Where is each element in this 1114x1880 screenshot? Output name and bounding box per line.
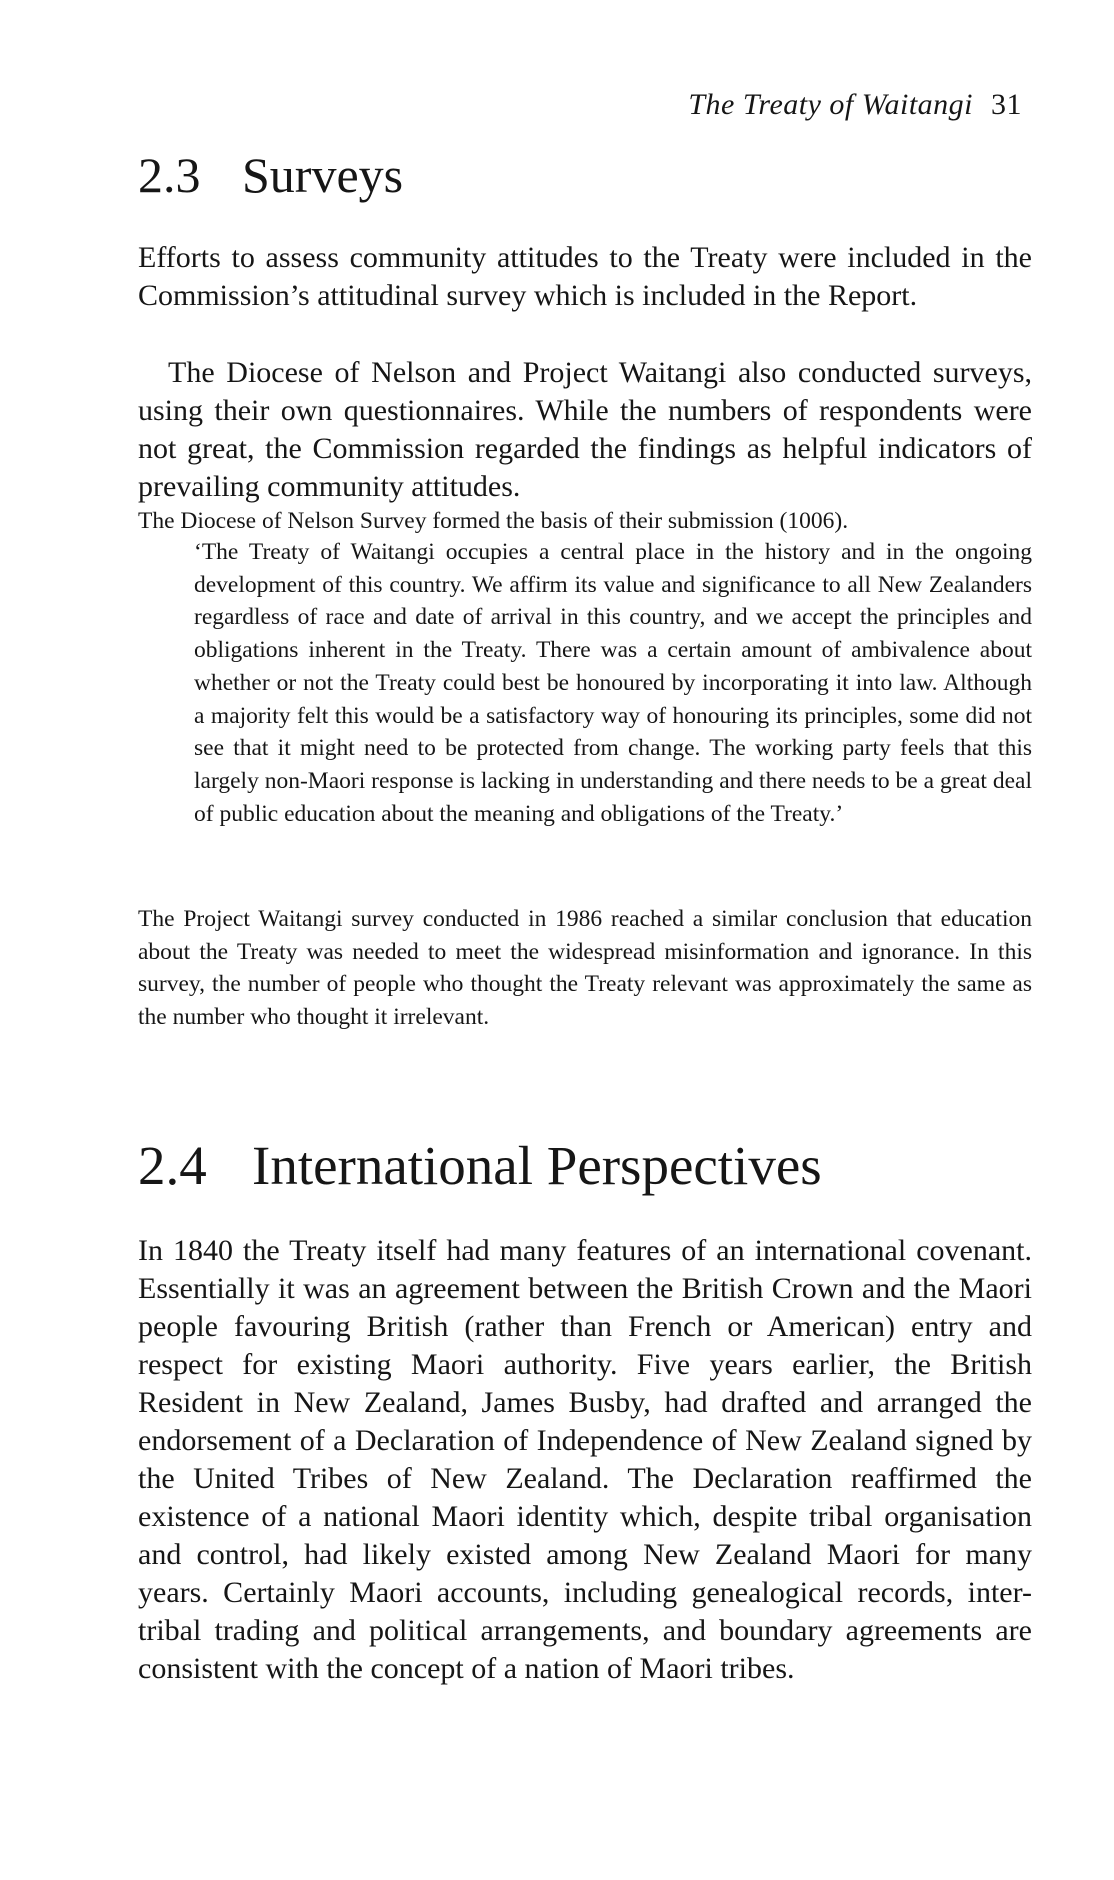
section-title: Surveys bbox=[242, 147, 404, 203]
paragraph-international: In 1840 the Treaty itself had many features of an international covenant. Essentially it was an agreement between the British Crown and the Maori people favouring British (rather than French or American) entry and respect for existing Maori authority. Five years earlier, the British Resident in New Zealand, James Busby, had drafted and arranged the endorsement of a Declaration of Independence of New Zealand signed by the United Tribes of New Zealand. The Declaration reaffirmed the existence of a national Maori identity which, despite tribal organisation and control, had likely existed among New Zealand Maori for many years. Certainly Maori accounts, including genealogical records, inter-tribal trading and political arrangements, and boundary agreements are consistent with the concept of a nation of Maori tribes. bbox=[138, 1234, 1032, 1685]
running-head-title: The Treaty of Waitangi bbox=[688, 88, 973, 121]
section-number: 2.4 bbox=[138, 1135, 207, 1196]
paragraph-diocese-submission: The Diocese of Nelson Survey formed the basis of their submission (1006). bbox=[138, 508, 849, 534]
section-number: 2.3 bbox=[138, 147, 201, 203]
paragraph-diocese-project: The Diocese of Nelson and Project Waitangi also conducted surveys, using their own questionnaires. While the numbers of respondents were not great, the Commission regarded the findings as helpful indicators of prevailing community attitudes. bbox=[138, 356, 1032, 503]
running-head bbox=[688, 88, 1022, 122]
section-heading-international bbox=[138, 1134, 822, 1197]
paragraph-survey-intro: Efforts to assess community attitudes to the Treaty were included in the Commission’s attitudinal survey which is included in the Report. bbox=[138, 241, 1032, 312]
section-title: International Perspectives bbox=[252, 1135, 822, 1196]
paragraph-project-waitangi: The Project Waitangi survey conducted in 1986 reached a similar conclusion that education about the Treaty was needed to meet the widespread misinformation and ignorance. In this survey, the number of people who thought the Treaty relevant was approximately the same as the number who thought it irrelevant. bbox=[138, 906, 1032, 1031]
block-quote: ‘The Treaty of Waitangi occupies a central place in the history and in the ongoing development of this country. We affirm its value and significance to all New Zealanders regardless of race and date of arrival in this country, and we accept the principles and obligations inherent in the Treaty. There was a certain amount of ambivalence about whether or not the Treaty could best be honoured by incorporating it into law. Although a majority felt this would be a satisfactory way of honouring its principles, some did not see that it might need to be protected from change. The working party feels that this largely non-Maori response is lacking in understanding and there needs to be a great deal of public education about the meaning and obligations of the Treaty.’ bbox=[194, 539, 1032, 827]
page-number: 31 bbox=[991, 88, 1022, 121]
section-heading-surveys bbox=[138, 146, 403, 204]
